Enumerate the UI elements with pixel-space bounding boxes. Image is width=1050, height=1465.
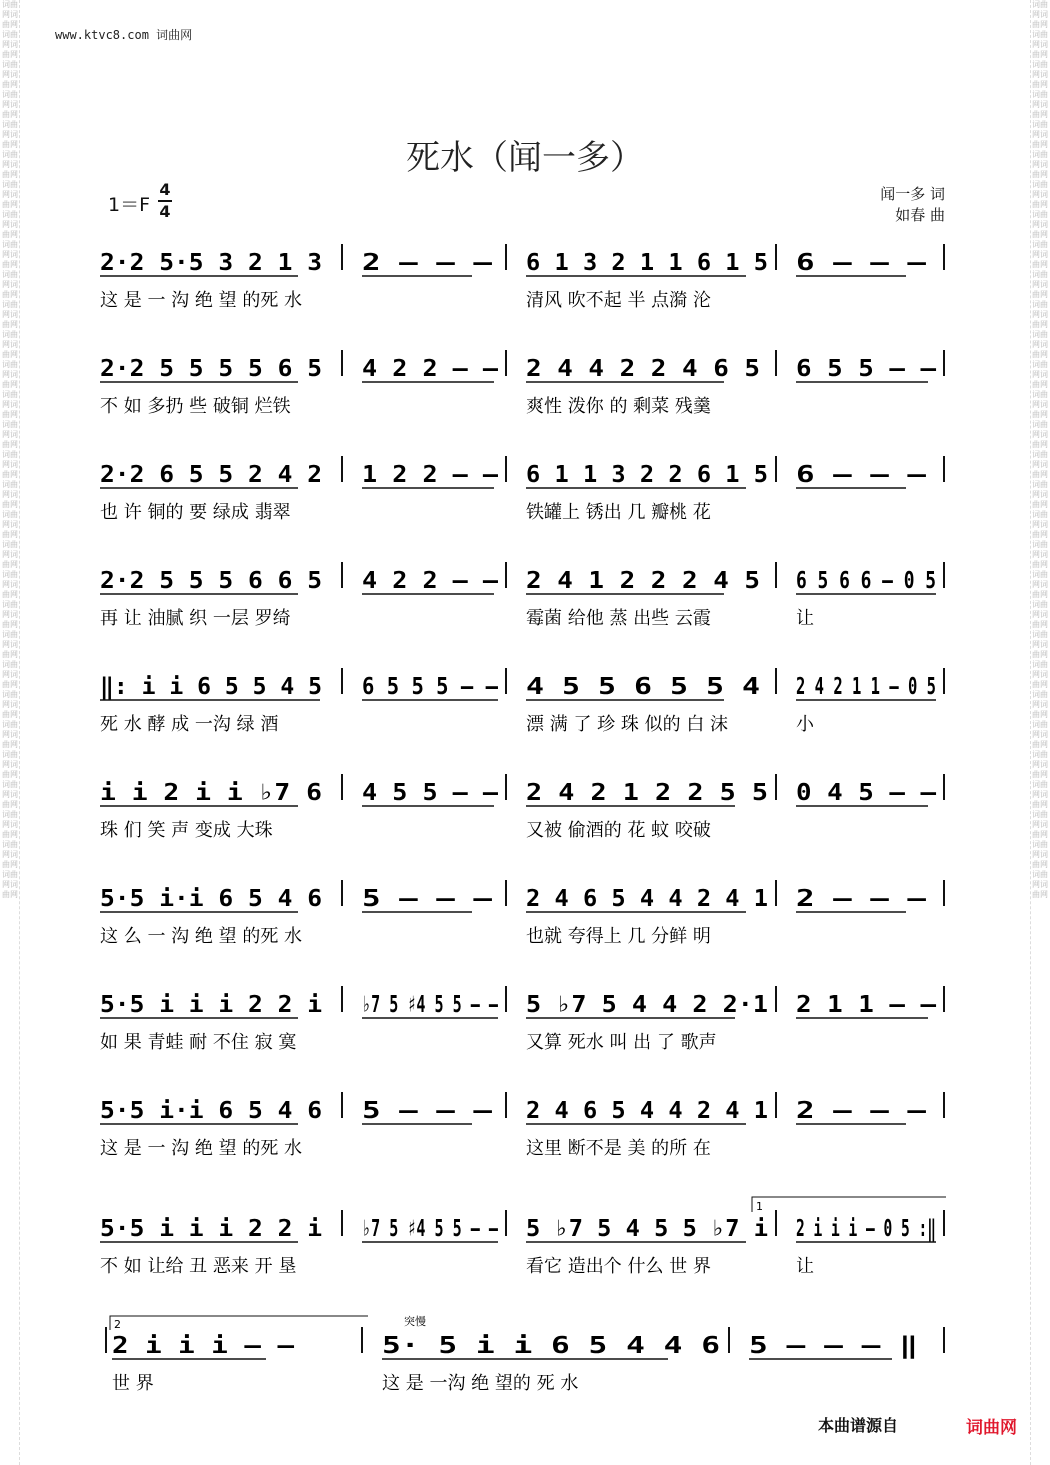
measure-notes: 2·2 5 5 5 6 6 5 bbox=[100, 568, 322, 594]
site-url[interactable]: www.ktvc8.com 词曲网 bbox=[55, 28, 193, 42]
lyricist-credit: 闻一多 词 bbox=[880, 185, 945, 203]
measure-lyrics: 再 让 油腻 织 一层 罗绮 bbox=[100, 608, 291, 629]
volta-2-label: 2 bbox=[114, 1318, 121, 1331]
measure-notes: ♭7 5 ♯4 5 5 – – bbox=[362, 1216, 499, 1242]
volta-1-label: 1 bbox=[756, 1200, 763, 1213]
measure-lyrics: 也就 夸得上 几 分鲜 明 bbox=[526, 926, 711, 947]
measure-lyrics: 让 bbox=[796, 1256, 814, 1277]
measure-notes: 2·2 5 5 5 5 6 5 bbox=[100, 356, 322, 382]
measure-notes: 4 2 2 – – bbox=[362, 356, 499, 382]
measure-notes: 2·2 6 5 5 2 4 2 bbox=[100, 462, 322, 488]
measure-lyrics: 不 如 多扔 些 破铜 烂铁 bbox=[100, 396, 291, 417]
time-signature-bottom: 4 bbox=[159, 202, 171, 221]
tempo-mark: 突慢 bbox=[404, 1315, 426, 1328]
measure-lyrics: 这 是 一 沟 绝 望 的死 水 bbox=[100, 290, 303, 311]
measure-notes: 2 4 6 5 4 4 2 4 1 bbox=[526, 886, 768, 912]
measure-notes: 4 5 5 6 5 5 4 bbox=[526, 674, 760, 700]
measure-notes: 2 – – – bbox=[796, 1098, 927, 1124]
left-watermark-strip: 词曲网词曲网词曲网词曲网词曲网词曲网词曲网词曲网词曲网词曲网词曲网词曲网词曲网词曲网词曲网词曲网词曲网词曲网词曲网词曲网词曲网词曲网词曲网词曲网词曲网词曲网词曲网词曲网词曲网词曲网词曲网词曲网词曲网词曲网词曲网词曲网词曲网词曲网词曲网词曲网词曲网词曲网词曲网词曲网词曲网词曲网词曲网词曲网词曲网词曲网词曲网词曲网词曲网词曲网词曲网词曲网词曲网词曲网词曲网词曲网 bbox=[1, 0, 20, 1465]
measure-notes: 2 – – – bbox=[796, 886, 927, 912]
measure-notes: 4 5 5 – – bbox=[362, 780, 499, 806]
measure-lyrics: 又算 死水 叫 出 了 歌声 bbox=[526, 1032, 717, 1053]
measure-lyrics: 这 么 一 沟 绝 望 的死 水 bbox=[100, 926, 303, 947]
measure-lyrics: 看它 造出个 什么 世 界 bbox=[526, 1256, 711, 1277]
measure-lyrics: 如 果 青蛙 耐 不住 寂 寞 bbox=[100, 1032, 297, 1053]
measure-notes: 5 – – – bbox=[362, 1098, 493, 1124]
measure-lyrics: 世 界 bbox=[112, 1373, 154, 1394]
measure-notes: 5·5 i i i 2 2 i bbox=[100, 1216, 323, 1242]
measure-lyrics: 小 bbox=[796, 714, 814, 735]
measure-lyrics: 让 bbox=[796, 608, 814, 629]
measure-lyrics: 死 水 酵 成 一沟 绿 酒 bbox=[100, 714, 279, 735]
measure-lyrics: 清风 吹不起 半 点漪 沦 bbox=[526, 290, 711, 311]
measure-lyrics: 这 是 一沟 绝 望的 死 水 bbox=[382, 1373, 579, 1394]
measure-notes: 6 5 6 6 – 0 5 bbox=[796, 568, 936, 594]
volta-2-bracket bbox=[110, 1316, 368, 1330]
measure-notes: 2 4 2 1 1 – 0 5 bbox=[796, 674, 936, 700]
measure-notes: 2 1 1 – – bbox=[796, 992, 937, 1018]
measure-notes: 2 – – – bbox=[362, 250, 493, 276]
composer-credit: 如春 曲 bbox=[895, 206, 945, 224]
measure-notes: 6 5 5 – – bbox=[796, 356, 937, 382]
measure-notes: 5 ♭7 5 4 5 5 ♭7 i bbox=[526, 1216, 769, 1242]
measure-notes: 2 4 2 1 2 2 5 5 bbox=[526, 780, 768, 806]
measure-notes: 2 4 6 5 4 4 2 4 1 bbox=[526, 1098, 768, 1124]
measure-lyrics: 也 许 铜的 要 绿成 翡翠 bbox=[100, 502, 291, 523]
measure-lyrics: 漂 满 了 珍 珠 似的 白 沫 bbox=[526, 714, 729, 735]
measure-notes: 5 – – – ‖ bbox=[749, 1333, 918, 1359]
song-title: 死水（闻一多） bbox=[406, 138, 644, 178]
measure-notes: 6 1 1 3 2 2 6 1 5 bbox=[526, 462, 768, 488]
measure-notes: 5·5 i i i 2 2 i bbox=[100, 992, 323, 1018]
measure-lyrics: 珠 们 笑 声 变成 大珠 bbox=[100, 820, 273, 841]
measure-lyrics: 这里 断不是 美 的所 在 bbox=[526, 1138, 711, 1159]
footer-logo[interactable]: 词曲网 bbox=[966, 1418, 1017, 1438]
measure-notes: 6 1 3 2 1 1 6 1 5 bbox=[526, 250, 768, 276]
measure-notes: 5 ♭7 5 4 4 2 2·1 bbox=[526, 992, 768, 1018]
measure-notes: 2 i i i – 0 5 :‖ bbox=[796, 1216, 936, 1242]
measure-notes: 6 – – – bbox=[796, 462, 927, 488]
measure-lyrics: 爽性 泼你 的 剩菜 残羹 bbox=[526, 396, 711, 417]
footer-source-label: 本曲谱源自 bbox=[818, 1416, 899, 1435]
measure-notes: 5· 5 i i 6 5 4 4 6 bbox=[382, 1333, 720, 1359]
volta-1-bracket bbox=[752, 1197, 946, 1212]
measure-notes: 2 4 1 2 2 2 4 5 bbox=[526, 568, 760, 594]
measure-lyrics: 不 如 让给 丑 恶来 开 垦 bbox=[100, 1256, 297, 1277]
measure-lyrics: 霉菌 给他 蒸 出些 云霞 bbox=[526, 608, 711, 629]
measure-notes: ‖: i i 6 5 5 4 5 bbox=[100, 674, 322, 700]
measure-notes: 5 – – – bbox=[362, 886, 493, 912]
measure-lyrics: 又被 偷酒的 花 蚊 咬破 bbox=[526, 820, 711, 841]
measure-notes: 5·5 i·i 6 5 4 6 bbox=[100, 886, 322, 912]
measure-lyrics: 这 是 一 沟 绝 望 的死 水 bbox=[100, 1138, 303, 1159]
measure-notes: 2 4 4 2 2 4 6 5 bbox=[526, 356, 760, 382]
measure-notes: 6 5 5 5 – – bbox=[362, 674, 499, 700]
measure-notes: 2 i i i – – bbox=[112, 1333, 295, 1359]
time-signature-top: 4 bbox=[159, 180, 171, 199]
right-watermark-strip: 词曲网词曲网词曲网词曲网词曲网词曲网词曲网词曲网词曲网词曲网词曲网词曲网词曲网词曲网词曲网词曲网词曲网词曲网词曲网词曲网词曲网词曲网词曲网词曲网词曲网词曲网词曲网词曲网词曲网词曲网词曲网词曲网词曲网词曲网词曲网词曲网词曲网词曲网词曲网词曲网词曲网词曲网词曲网词曲网词曲网词曲网词曲网词曲网词曲网词曲网词曲网词曲网词曲网词曲网词曲网词曲网词曲网词曲网词曲网词曲网 bbox=[1030, 0, 1049, 1465]
measure-notes: 5·5 i·i 6 5 4 6 bbox=[100, 1098, 322, 1124]
measure-notes: ♭7 5 ♯4 5 5 – – bbox=[362, 992, 499, 1018]
measure-notes: 1 2 2 – – bbox=[362, 462, 499, 488]
measure-notes: 4 2 2 – – bbox=[362, 568, 499, 594]
measure-notes: 0 4 5 – – bbox=[796, 780, 937, 806]
measure-notes: 2·2 5·5 3 2 1 3 bbox=[100, 250, 322, 276]
measure-notes: 6 – – – bbox=[796, 250, 927, 276]
measure-lyrics: 铁罐上 锈出 几 瓣桃 花 bbox=[526, 502, 711, 523]
measure-notes: i i 2 i i ♭7 6 bbox=[100, 780, 322, 806]
key-signature: 1＝F bbox=[108, 194, 151, 216]
